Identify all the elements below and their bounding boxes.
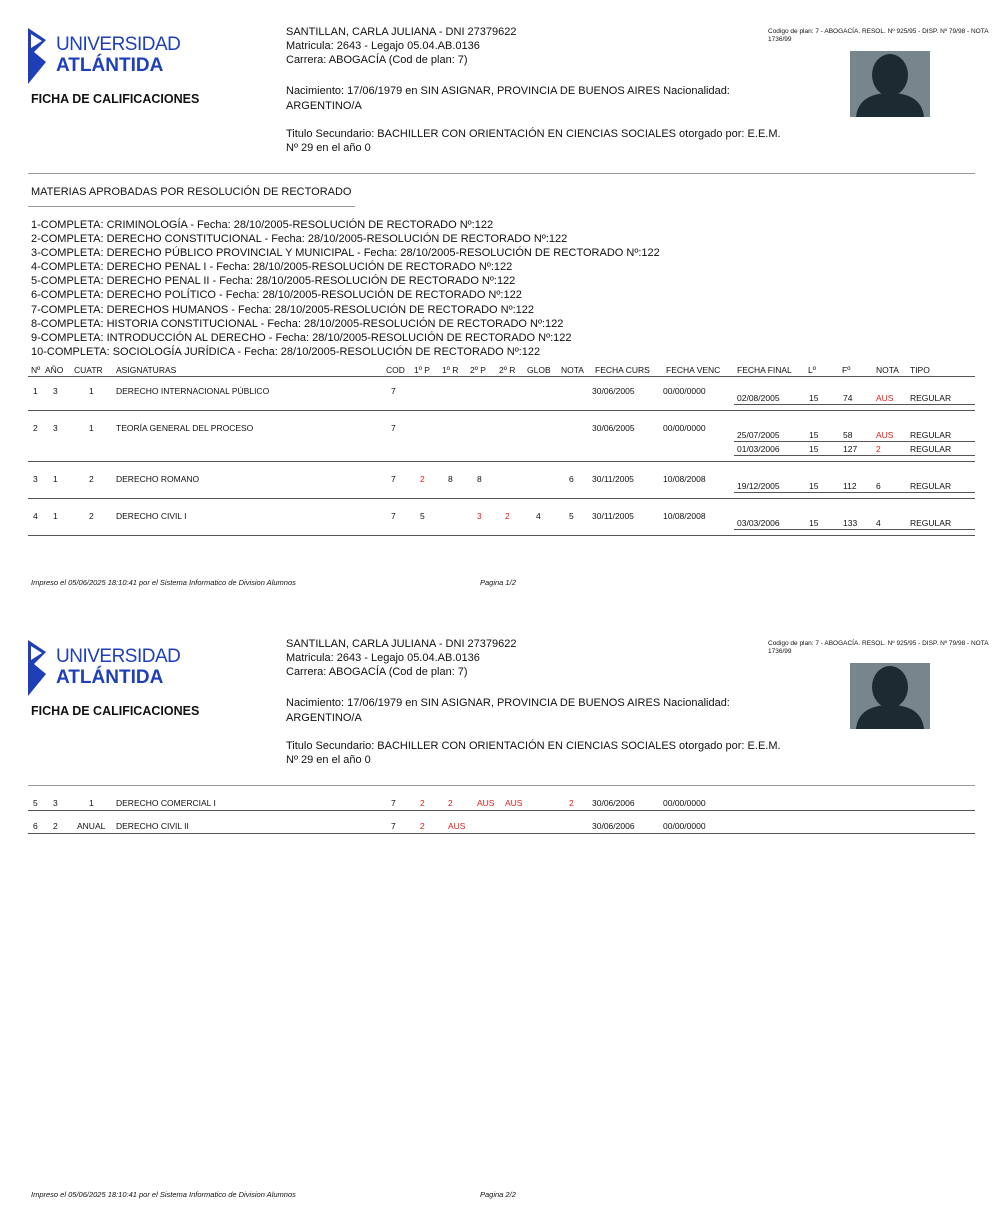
cell-fcurs: 30/11/2005: [592, 511, 634, 521]
cell-cod: 7: [391, 511, 396, 521]
cell-cod: 7: [391, 474, 396, 484]
column-header-tipo: TIPO: [910, 365, 930, 375]
carrera: Carrera: ABOGACÍA (Cod de plan: 7): [286, 666, 468, 678]
logo-line-2: ATLÁNTIDA: [56, 667, 164, 688]
column-header-p1: 1º P: [414, 365, 430, 375]
approved-item: 10-COMPLETA: SOCIOLOGÍA JURÍDICA - Fecha: 28/10/2005-RESOLUCIÓN DE RECTORADO Nº:122: [31, 345, 541, 358]
column-header-cod: COD: [386, 365, 405, 375]
cell-libro: 15: [809, 430, 819, 440]
header-divider: [28, 785, 975, 786]
final-underline: [734, 441, 975, 442]
column-header-libro: Lº: [808, 365, 816, 375]
row-divider: [28, 461, 975, 462]
cell-num: 5: [33, 798, 38, 808]
cell-libro: 15: [809, 444, 819, 454]
row-divider: [28, 535, 975, 536]
page-2: [0, 612, 1008, 1224]
cell-asign: DERECHO CIVIL II: [116, 821, 189, 831]
cell-nota: 6: [569, 474, 574, 484]
cell-cod: 7: [391, 423, 396, 433]
row-divider: [28, 410, 975, 411]
cell-nota: 2: [569, 798, 574, 808]
student-name: SANTILLAN, CARLA JULIANA - DNI 27379622: [286, 638, 517, 650]
cell-cuatr: 2: [89, 511, 94, 521]
cell-fcurs: 30/06/2006: [592, 821, 635, 831]
cell-libro: 15: [809, 393, 819, 403]
cell-cod: 7: [391, 386, 396, 396]
cell-fecha-final: 02/08/2005: [737, 393, 780, 403]
nacionalidad: ARGENTINO/A: [286, 712, 362, 724]
cell-fecha-final: 01/03/2006: [737, 444, 780, 454]
titulo-secundario: Titulo Secundario: BACHILLER CON ORIENTACIÓN EN CIENCIAS SOCIALES otorgado por: E.E.M.: [286, 128, 781, 140]
cell-fcurs: 30/11/2005: [592, 474, 634, 484]
column-header-nota2: NOTA: [876, 365, 899, 375]
approved-section-title: MATERIAS APROBADAS POR RESOLUCIÓN DE RECTORADO: [31, 186, 352, 198]
footer-printed: Impreso el 05/06/2025 18:10:41 por el Sistema Informatico de Division Alumnos: [31, 1190, 296, 1199]
approved-item: 2-COMPLETA: DERECHO CONSTITUCIONAL - Fecha: 28/10/2005-RESOLUCIÓN DE RECTORADO Nº:122: [31, 233, 568, 246]
titulo-secundario: Titulo Secundario: BACHILLER CON ORIENTACIÓN EN CIENCIAS SOCIALES otorgado por: E.E.M.: [286, 740, 781, 752]
cell-num: 2: [33, 423, 38, 433]
carrera: Carrera: ABOGACÍA (Cod de plan: 7): [286, 54, 468, 66]
cell-asign: DERECHO INTERNACIONAL PÚBLICO: [116, 386, 270, 396]
nacimiento: Nacimiento: 17/06/1979 en SIN ASIGNAR, PROVINCIA DE BUENOS AIRES Nacionalidad:: [286, 697, 730, 709]
cell-asign: TEORÍA GENERAL DEL PROCESO: [116, 423, 254, 433]
cell-num: 4: [33, 511, 38, 521]
column-header-folio: Fº: [842, 365, 851, 375]
document-title: FICHA DE CALIFICACIONES: [31, 92, 200, 106]
row-divider: [28, 498, 975, 499]
cell-nota-final: 2: [876, 444, 881, 454]
approved-item: 1-COMPLETA: CRIMINOLOGÍA - Fecha: 28/10/2005-RESOLUCIÓN DE RECTORADO Nº:122: [31, 219, 494, 231]
cell-p1: 2: [420, 821, 425, 831]
cell-p2: 3: [477, 511, 482, 521]
column-header-num: Nº: [31, 365, 41, 375]
cell-cuatr: 1: [89, 386, 94, 396]
final-underline: [734, 455, 975, 456]
cell-tipo: REGULAR: [910, 430, 952, 440]
cell-fvenc: 00/00/0000: [663, 821, 706, 831]
cell-cod: 7: [391, 821, 396, 831]
page-number: Pagina 2/2: [480, 1190, 516, 1199]
cell-fecha-final: 03/03/2006: [737, 518, 780, 528]
final-underline: [734, 492, 975, 493]
student-photo-placeholder: [850, 51, 930, 117]
cell-fcurs: 30/06/2005: [592, 423, 635, 433]
column-header-glob: GLOB: [527, 365, 551, 375]
cell-nota-final: AUS: [876, 430, 894, 440]
final-underline: [734, 404, 975, 405]
cell-tipo: REGULAR: [910, 481, 952, 491]
avatar-icon: [850, 51, 930, 117]
flag-logo-icon: [28, 640, 50, 696]
nacionalidad: ARGENTINO/A: [286, 100, 362, 112]
cell-fvenc: 10/08/2008: [663, 511, 706, 521]
cell-nota: 5: [569, 511, 574, 521]
nacimiento: Nacimiento: 17/06/1979 en SIN ASIGNAR, PROVINCIA DE BUENOS AIRES Nacionalidad:: [286, 85, 730, 97]
cell-folio: 58: [843, 430, 853, 440]
cell-cuatr: ANUAL: [77, 821, 106, 831]
cell-folio: 127: [843, 444, 858, 454]
cell-fvenc: 10/08/2008: [663, 474, 706, 484]
university-logo: [28, 640, 181, 696]
column-header-nota: NOTA: [561, 365, 584, 375]
cell-fecha-final: 19/12/2005: [737, 481, 780, 491]
cell-nota-final: 4: [876, 518, 881, 528]
cell-fvenc: 00/00/0000: [663, 423, 706, 433]
column-header-cuatr: CUATR: [74, 365, 103, 375]
cell-glob: 4: [536, 511, 541, 521]
student-name: SANTILLAN, CARLA JULIANA - DNI 27379622: [286, 26, 517, 38]
cell-p2: AUS: [477, 798, 495, 808]
flag-logo-icon: [28, 28, 50, 84]
titulo-secundario-cont: Nº 29 en el año 0: [286, 142, 371, 154]
approved-item: 6-COMPLETA: DERECHO POLÍTICO - Fecha: 28/10/2005-RESOLUCIÓN DE RECTORADO Nº:122: [31, 289, 522, 302]
cell-anio: 3: [53, 386, 58, 396]
column-header-r2: 2º R: [499, 365, 516, 375]
avatar-icon: [850, 663, 930, 729]
approved-list: [31, 218, 660, 359]
document-title: FICHA DE CALIFICACIONES: [31, 704, 200, 718]
cell-num: 3: [33, 474, 38, 484]
cell-nota-final: 6: [876, 481, 881, 491]
cell-p2: 8: [477, 474, 482, 484]
cell-r1: 8: [448, 474, 453, 484]
column-header-r1: 1º R: [442, 365, 459, 375]
approved-item: 8-COMPLETA: HISTORIA CONSTITUCIONAL - Fecha: 28/10/2005-RESOLUCIÓN DE RECTORADO Nº:122: [31, 317, 564, 330]
cell-num: 6: [33, 821, 38, 831]
cell-p1: 2: [420, 798, 425, 808]
titulo-secundario-cont: Nº 29 en el año 0: [286, 754, 371, 766]
cell-libro: 15: [809, 518, 819, 528]
cell-anio: 3: [53, 798, 58, 808]
cell-tipo: REGULAR: [910, 518, 952, 528]
matricula-legajo: Matricula: 2643 - Legajo 05.04.AB.0136: [286, 40, 480, 52]
cell-fvenc: 00/00/0000: [663, 386, 706, 396]
cell-r2: 2: [505, 511, 510, 521]
cell-p1: 2: [420, 474, 425, 484]
cell-fvenc: 00/00/0000: [663, 798, 706, 808]
plan-note: Codigo de plan: 7 - ABOGACÍA. RESOL. Nº 925/95 - DISP. Nº 79/98 - NOTA 1736/99: [768, 640, 989, 655]
approved-item: 3-COMPLETA: DERECHO PÚBLICO PROVINCIAL Y MUNICIPAL - Fecha: 28/10/2005-RESOLUCIÓN DE RECTORADO Nº:122: [31, 247, 660, 260]
cell-asign: DERECHO COMERCIAL I: [116, 798, 216, 808]
approved-item: 4-COMPLETA: DERECHO PENAL I - Fecha: 28/10/2005-RESOLUCIÓN DE RECTORADO Nº:122: [31, 261, 513, 274]
logo-line-1: UNIVERSIDAD: [56, 646, 181, 667]
cell-tipo: REGULAR: [910, 444, 952, 454]
cell-fcurs: 30/06/2005: [592, 386, 635, 396]
plan-note: Codigo de plan: 7 - ABOGACÍA. RESOL. Nº 925/95 - DISP. Nº 79/98 - NOTA 1736/99: [768, 28, 989, 43]
row-divider: [28, 810, 975, 811]
logo-line-2: ATLÁNTIDA: [56, 55, 164, 76]
column-header-fcurs: FECHA CURS: [595, 365, 650, 375]
row-divider: [28, 833, 975, 834]
student-photo-placeholder: [850, 663, 930, 729]
cell-asign: DERECHO CIVIL I: [116, 511, 187, 521]
cell-anio: 1: [53, 474, 58, 484]
table-header-divider: [28, 376, 975, 377]
cell-cuatr: 2: [89, 474, 94, 484]
cell-fecha-final: 25/07/2005: [737, 430, 780, 440]
footer-printed: Impreso el 05/06/2025 18:10:41 por el Sistema Informatico de Division Alumnos: [31, 578, 296, 587]
cell-folio: 74: [843, 393, 853, 403]
cell-folio: 112: [843, 481, 857, 491]
column-header-ffinal: FECHA FINAL: [737, 365, 792, 375]
approved-item: 9-COMPLETA: INTRODUCCIÓN AL DERECHO - Fecha: 28/10/2005-RESOLUCIÓN DE RECTORADO Nº:122: [31, 331, 572, 344]
cell-r2: AUS: [505, 798, 523, 808]
cell-fcurs: 30/06/2006: [592, 798, 635, 808]
column-header-asign: ASIGNATURAS: [116, 365, 177, 375]
header-divider: [28, 173, 975, 174]
cell-p1: 5: [420, 511, 425, 521]
logo-line-1: UNIVERSIDAD: [56, 34, 181, 55]
column-header-anio: AÑO: [45, 365, 64, 375]
page-number: Pagina 1/2: [480, 578, 516, 587]
cell-anio: 2: [53, 821, 58, 831]
cell-anio: 3: [53, 423, 58, 433]
column-header-p2: 2º P: [470, 365, 486, 375]
cell-nota-final: AUS: [876, 393, 894, 403]
cell-r1: 2: [448, 798, 453, 808]
final-underline: [734, 529, 975, 530]
cell-anio: 1: [53, 511, 58, 521]
cell-cod: 7: [391, 798, 396, 808]
cell-cuatr: 1: [89, 423, 94, 433]
cell-tipo: REGULAR: [910, 393, 952, 403]
cell-r1: AUS: [448, 821, 466, 831]
cell-num: 1: [33, 386, 38, 396]
cell-asign: DERECHO ROMANO: [116, 474, 200, 484]
matricula-legajo: Matricula: 2643 - Legajo 05.04.AB.0136: [286, 652, 480, 664]
cell-folio: 133: [843, 518, 858, 528]
approved-title-underline: [28, 206, 355, 207]
approved-item: 7-COMPLETA: DERECHOS HUMANOS - Fecha: 28/10/2005-RESOLUCIÓN DE RECTORADO Nº:122: [31, 303, 535, 316]
cell-cuatr: 1: [89, 798, 94, 808]
approved-item: 5-COMPLETA: DERECHO PENAL II - Fecha: 28/10/2005-RESOLUCIÓN DE RECTORADO Nº:122: [31, 275, 516, 288]
cell-libro: 15: [809, 481, 819, 491]
university-logo: [28, 28, 181, 84]
column-header-fvenc: FECHA VENC: [666, 365, 721, 375]
